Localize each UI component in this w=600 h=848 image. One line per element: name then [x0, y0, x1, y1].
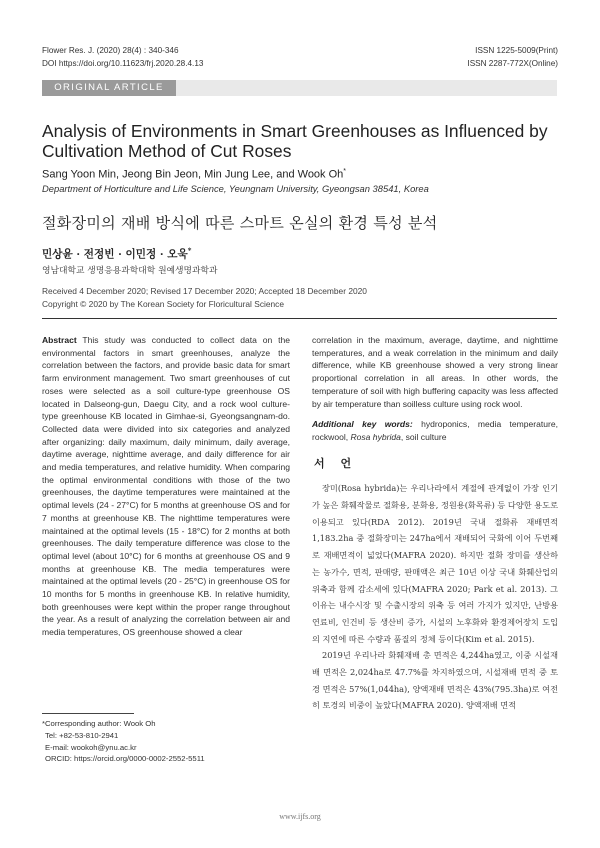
korean-corresponding-mark: *: [187, 246, 192, 255]
author-names: Sang Yoon Min, Jeong Bin Jeon, Min Jung Lee, and Wook Oh: [42, 168, 344, 181]
history-dates: Received 4 December 2020; Revised 17 December 2020; Accepted 18 December 2020: [42, 286, 367, 296]
korean-author-list: [42, 246, 191, 262]
author-email[interactable]: E-mail: wookoh@ynu.ac.kr: [45, 742, 137, 752]
article-dates: [42, 285, 367, 310]
journal-citation: Flower Res. J. (2020) 28(4) : 340-346: [42, 46, 179, 55]
author-affiliation: Department of Horticulture and Life Science, Yeungnam University, Gyeongsan 38541, Korea: [42, 183, 429, 194]
intro-paragraph-2: 2019년 우리나라 화훼재배 총 면적은 4,244ha였고, 이중 시설재배 면적은 2,024ha로 47.7%를 차지하였으며, 시설재배 면적 중 토경 면적은 57%(1,044ha), 양액재배 면적은 43%(795.3ha)로 여전히 토경의 비중이 높았다(MAFRA 2020). 양액재배 면적: [312, 650, 558, 711]
issn-online: ISSN 2287-772X(Online): [467, 58, 558, 68]
author-list: [42, 168, 346, 181]
intro-heading: 서 언: [314, 456, 358, 470]
keywords-italic: Rosa hybrida: [350, 431, 401, 442]
author-phone: Tel: +82-53-810-2941: [45, 730, 119, 740]
abstract-text-right: correlation in the maximum, average, daytime, and nighttime temperatures, and a weak correlation in the minimum and daily difference, while KB greenhouse showed a very strong linear proportional correlation in all areas. In other words, the temperature of soil with high buffering capacity was less affected by air temperature than soilless culture using rock wool.: [312, 335, 558, 409]
abstract-left-column: [42, 334, 290, 639]
issn-print: ISSN 1225-5009(Print): [475, 46, 558, 55]
abstract-text-left: This study was conducted to collect data on the environmental factors in smart greenhouses, analyze the correlation between the factors, and provide basic data for smart farm environment management. Two smart greenhouses of cut roses were selected as a soil culture-type greenhouse OS located in Dalseong-gun, Daegu City, and a rock wool culture-type greenhouse KB located in Gimhae-si, Gyeongsangnam-do. Collected data were divided into six categories and analyzed after organizing: daily maximum, daily minimum, daily average, daytime average, nighttime average, and daily difference for air and media temperatures, and relative humidity. When comparing the optimal environmental conditions with those of the two greenhouses, the daytime temperatures were maintained at the optimal levels (24 - 27°C) for 5 months at greenhouse OS and for 7 months at greenhouse KB. The nighttime temperatures were maintained at the optimal levels (15 - 18°C) for 2 months at both greenhouses. The daily temperature difference was close to the optimal level (about 10°C) for 6 months at greenhouse OS and 9 months at greenhouse KB. The media temperatures were maintained at the optimal levels (20 - 25°C) in greenhouse OS for 10 months for 5 months in greenhouse KB. In relative humidity, both greenhouses were kept within the proper range throughout the year. As a result of analyzing the correlation between air and media temperatures, OS greenhouse showed a clear: [42, 335, 290, 638]
korean-title: 절화장미의 재배 방식에 따른 스마트 온실의 환경 특성 분석: [42, 214, 438, 232]
keywords-label: Additional key words:: [312, 419, 413, 430]
corresponding-footnote: [42, 718, 205, 765]
section-divider: [42, 318, 557, 319]
keywords-text: hydroponics, media temperature, rockwool,: [312, 419, 558, 442]
doi-link[interactable]: DOI https://doi.org/10.11623/frj.2020.28.4.13: [42, 58, 204, 68]
footnote-rule: [42, 713, 134, 714]
corresponding-mark: *: [343, 168, 347, 175]
issn-block: [467, 45, 558, 70]
intro-paragraph-1: 장미(Rosa hybrida)는 우리나라에서 계절에 관계없이 가장 인기가 높은 화훼작물로 절화용, 분화용, 정원용(화목류) 등 다양한 용도로 이용되고 있다(RDA 2012). 2019년 국내 절화류 재배면적 1,183.2ha 중 절화장미는 247ha에서 재배되어 국화에 이어 두번째로 재배면적이 넓었다(MAFRA 2020). 하지만 절화 장미를 생산하는 농가수, 면적, 판매량, 판매액은 최근 10년 이상 국내 화훼산업의 위축과 함께 감소세에 있다(MAFRA 2020; Park et al. 2013). 그 이유는 내수시장 및 수출시장의 위축 등 여러 가지가 있지만, 난방용 연료비, 인건비 등 생산비 증가, 시설의 노후화와 환경제어장치 도입의 지연에 따른 수량과 품질의 정체 등이다(Kim et al. 2015).: [312, 483, 558, 644]
keywords-text-end: , soil culture: [400, 431, 447, 442]
corresponding-author: *Corresponding author: Wook Oh: [42, 719, 156, 728]
copyright-line: Copyright © 2020 by The Korean Society for Floricultural Science: [42, 298, 285, 309]
article-type-band: [42, 80, 557, 96]
article-type-label: ORIGINAL ARTICLE: [42, 80, 176, 96]
journal-header: [42, 45, 203, 70]
korean-author-names: 민상윤 · 전정빈 · 이민정 · 오욱: [42, 248, 188, 261]
article-title: Analysis of Environments in Smart Greenhouses as Influenced by Cultivation Method of Cut Roses: [42, 121, 548, 161]
keywords: [312, 418, 558, 443]
abstract-label: Abstract: [42, 335, 77, 345]
journal-url[interactable]: www.ijfs.org: [279, 812, 321, 821]
right-column: [312, 334, 558, 714]
author-orcid[interactable]: ORCID: https://orcid.org/0000-0002-2552-5511: [45, 754, 205, 764]
korean-affiliation: 영남대학교 생명응용과학대학 원예생명과학과: [42, 266, 218, 276]
